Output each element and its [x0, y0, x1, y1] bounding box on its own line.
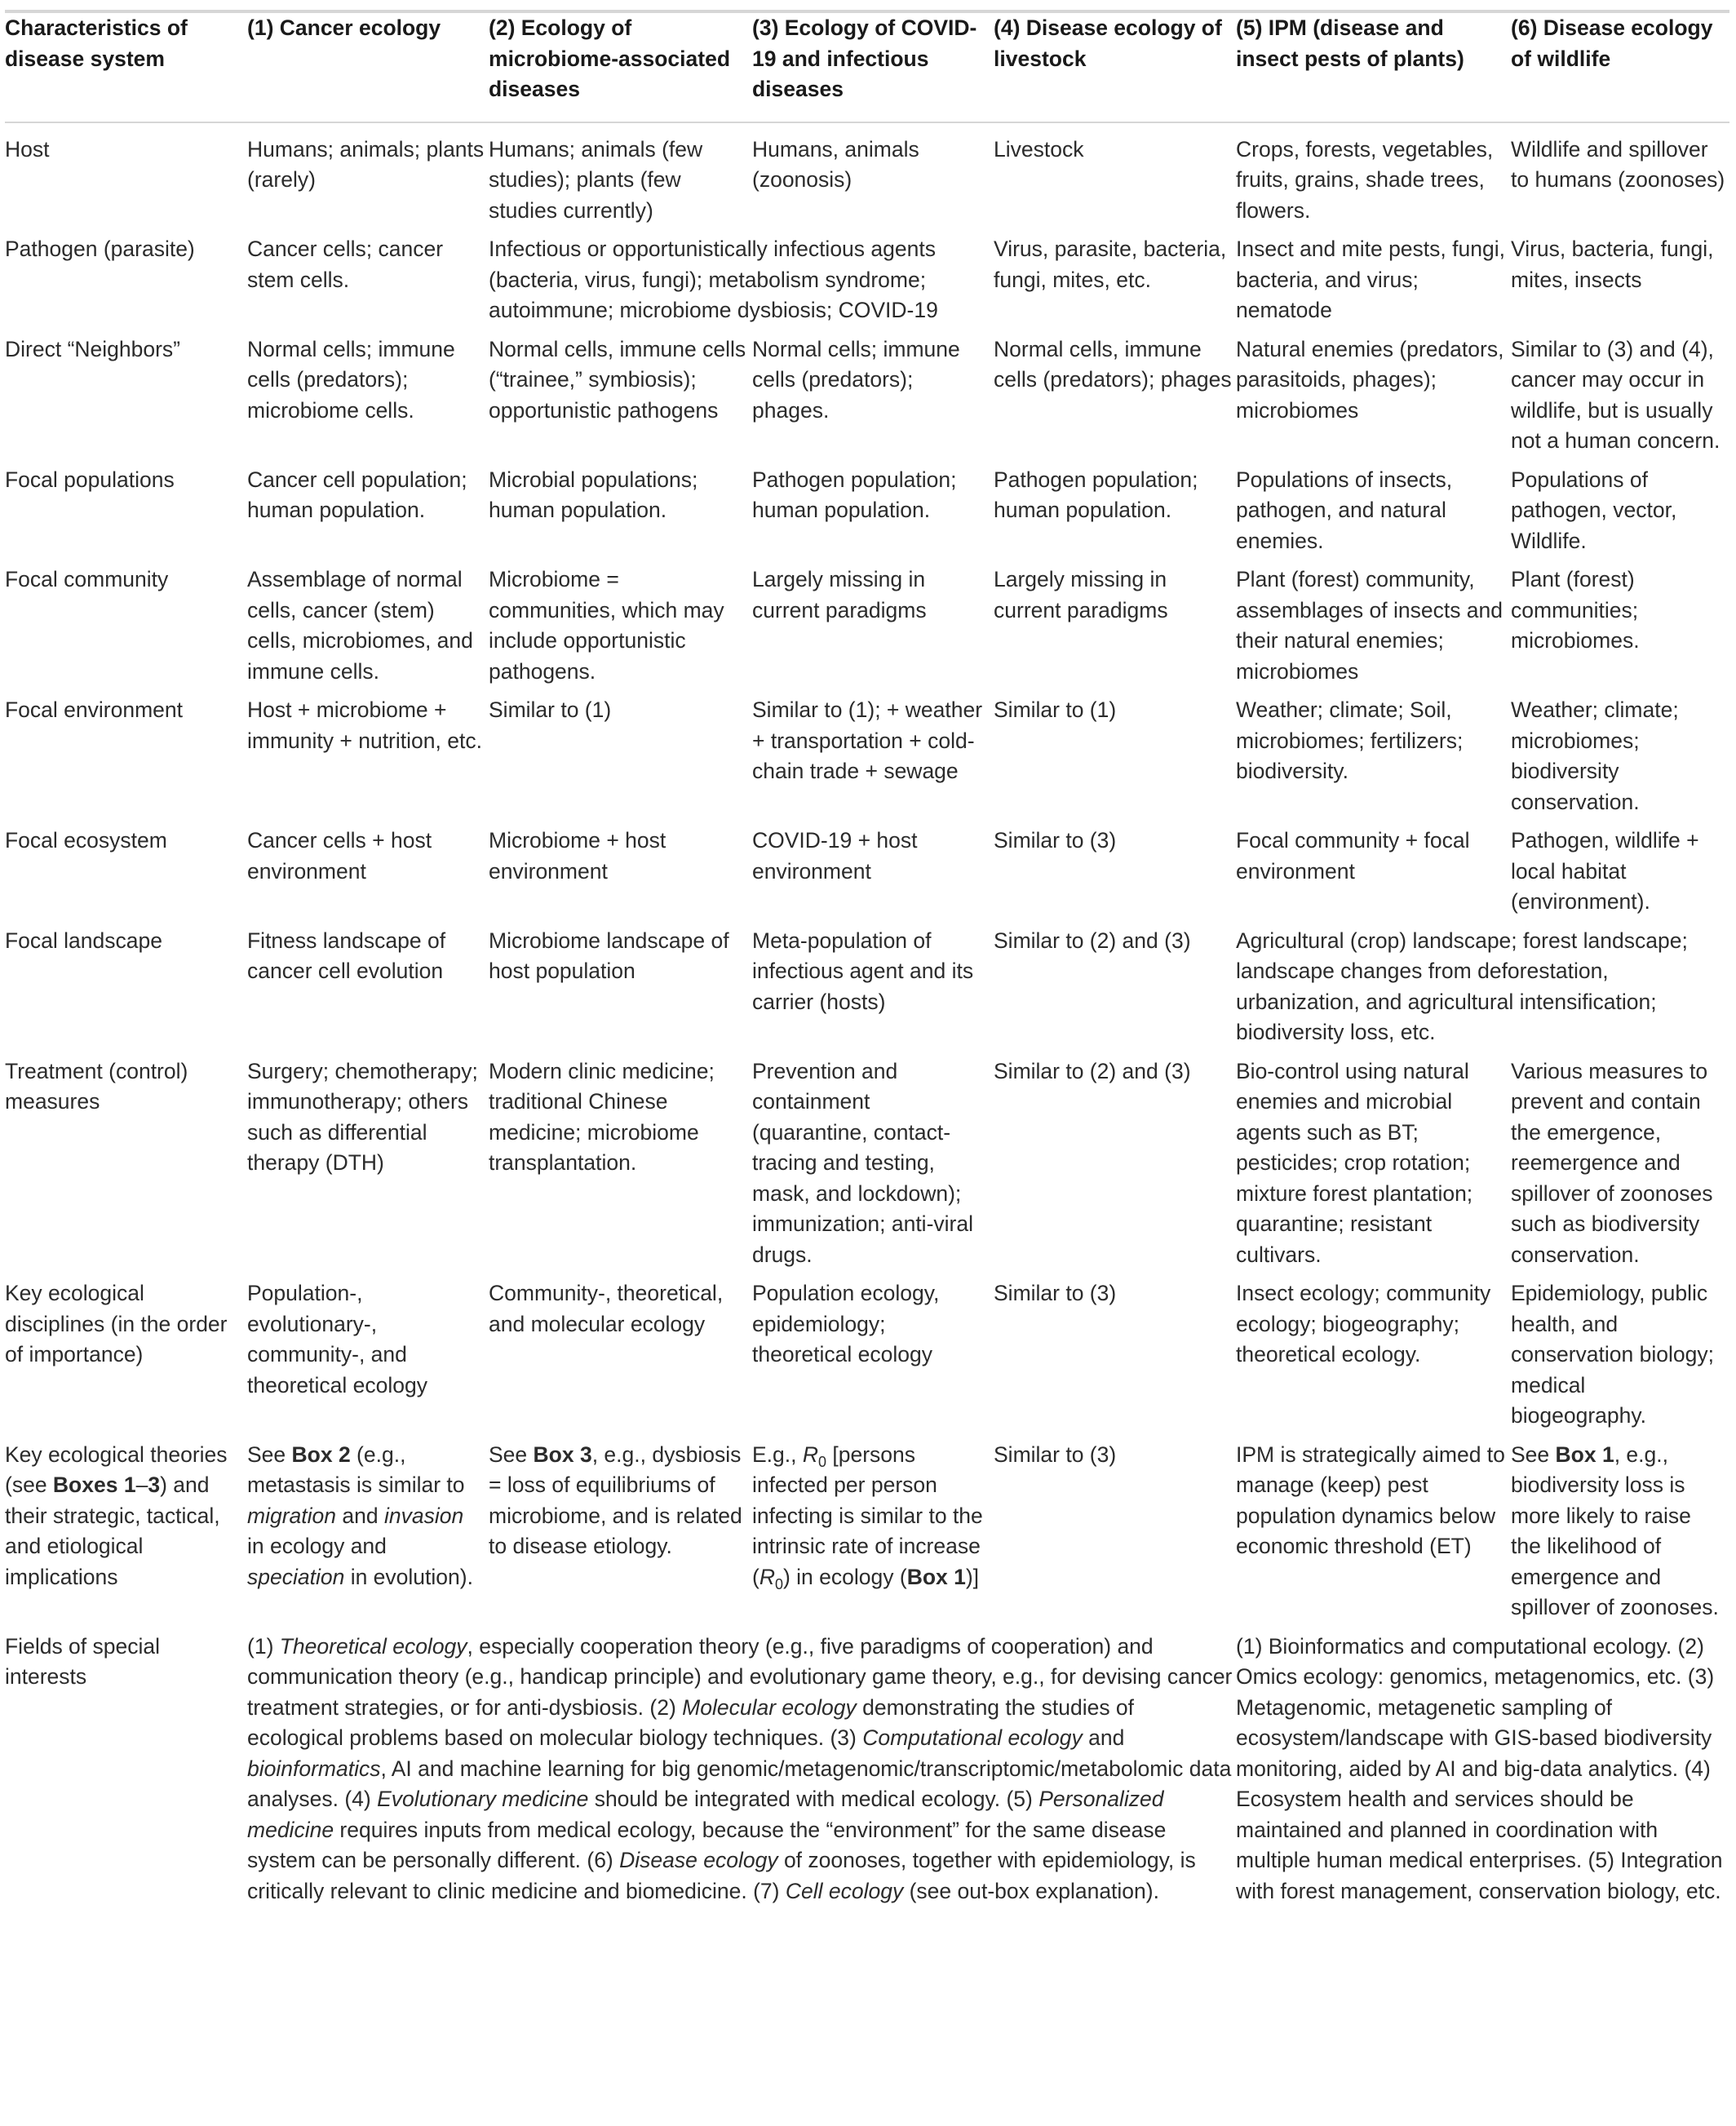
italic-term: Personalized medicine [247, 1787, 1164, 1842]
table-cell: Pathogen, wildlife + local habitat (environment). [1511, 828, 1699, 914]
text-run: demonstrating the studies of ecological problems based on molecular biology techniques. (3) [247, 1694, 1135, 1750]
box-reference[interactable]: Box 1 [1555, 1442, 1614, 1467]
table-cell: Natural enemies (predators, parasitoids, phages); microbiomes [1236, 336, 1504, 423]
table-cell [1511, 1440, 1729, 1632]
table-cell: Similar to (2) and (3) [994, 928, 1191, 953]
table-cell [489, 1440, 752, 1632]
table-cell: Various measures to prevent and contain the emergence, reemergence and spillover of zoonoses such as biodiversity conservation. [1511, 1058, 1713, 1267]
table-cell: Crops, forests, vegetables, fruits, grains, shade trees, flowers. [1236, 136, 1494, 223]
table-cell: Virus, bacteria, fungi, mites, insects [1511, 237, 1714, 292]
table-cell: Pathogen population; human population. [752, 467, 957, 522]
table-cell: Humans, animals (zoonosis) [752, 136, 919, 192]
italic-term: invasion [383, 1503, 464, 1528]
table-cell: Prevention and containment (quarantine, contact-tracing and testing, mask, and lockdown); immunization; anti-viral drugs. [752, 1058, 973, 1267]
row-label: Focal populations [5, 467, 175, 492]
box-reference[interactable]: Box 3 [533, 1442, 592, 1467]
italic-term: R [759, 1564, 775, 1589]
table-cell: Insect ecology; community ecology; biogeography; theoretical ecology. [1236, 1281, 1491, 1366]
table-cell: Surgery; chemotherapy; immunotherapy; others such as differential therapy (DTH) [247, 1058, 478, 1175]
italic-term: R [802, 1442, 819, 1467]
text-run: – [135, 1473, 148, 1497]
text-run: )] [965, 1564, 980, 1589]
table-cell: Cancer cells; cancer stem cells. [247, 237, 444, 292]
table-row [5, 826, 1729, 926]
table-row [5, 465, 1729, 565]
table-cell: IPM is strategically aimed to manage (keep) pest population dynamics below economic threshold (ET) [1236, 1442, 1505, 1558]
row-label: Focal ecosystem [5, 828, 167, 853]
text-run: in evolution). [344, 1564, 473, 1589]
table-cell: Focal community + focal environment [1236, 828, 1470, 884]
table-cell: Humans; animals (few studies); plants (few studies currently) [489, 136, 703, 223]
table-cell: Microbiome + host environment [489, 828, 666, 884]
table-cell: Bio-control using natural enemies and microbial agents such as BT; pesticides; crop rotation; mixture forest plantation; quarantine; resistant cultivars. [1236, 1058, 1473, 1267]
table-cell: Assemblage of normal cells, cancer (stem) cells, microbiomes, and immune cells. [247, 567, 473, 684]
italic-term: Disease ecology [619, 1848, 778, 1872]
text-run: and [1082, 1725, 1125, 1750]
header-characteristics: Characteristics of disease system [5, 12, 247, 122]
header-livestock: (4) Disease ecology of livestock [994, 12, 1236, 122]
table-row [5, 234, 1729, 334]
text-run: E.g., [752, 1442, 803, 1467]
box-reference[interactable]: Box 1 [906, 1564, 966, 1589]
table-cell: Virus, parasite, bacteria, fungi, mites, etc. [994, 237, 1227, 292]
subscript: 0 [818, 1453, 827, 1470]
table-cell: Cancer cells + host environment [247, 828, 432, 884]
table-cell: Normal cells; immune cells (predators); phages. [752, 336, 960, 423]
header-covid-infectious: (3) Ecology of COVID-19 and infectious diseases [752, 12, 994, 122]
table-cell: Weather; climate; microbiomes; biodiversity conservation. [1511, 698, 1679, 814]
table-cell: Largely missing in current paradigms [994, 567, 1168, 622]
table-cell: Community-, theoretical, and molecular ecology [489, 1281, 724, 1336]
header-microbiome-diseases: (2) Ecology of microbiome-associated diseases [489, 12, 752, 122]
table-cell: Pathogen population; human population. [994, 467, 1198, 522]
table-cell [752, 1440, 994, 1632]
row-label [5, 1440, 247, 1632]
table-cell: Epidemiology, public health, and conservation biology; medical biogeography. [1511, 1281, 1714, 1428]
text-run: in ecology and [247, 1534, 387, 1558]
box-reference[interactable]: 3 [148, 1473, 161, 1497]
subscript: 0 [774, 1575, 783, 1592]
row-label: Focal community [5, 567, 169, 591]
table-row [5, 1056, 1729, 1279]
box-reference[interactable]: Box 2 [291, 1442, 351, 1467]
table-cell: Population ecology, epidemiology; theoretical ecology [752, 1281, 940, 1366]
text-run: (e.g., metastasis is similar to [247, 1442, 465, 1497]
table-cell: Plant (forest) community, assemblages of insects and their natural enemies; microbiomes [1236, 567, 1504, 684]
table-cell: COVID-19 + host environment [752, 828, 918, 884]
table-cell: Normal cells, immune cells (predators); phages [994, 336, 1232, 392]
table-cell: Largely missing in current paradigms [752, 567, 927, 622]
text-run: ) and their strategic, tactical, and etiological implications [5, 1473, 220, 1589]
italic-term: Computational ecology [862, 1725, 1083, 1750]
table-cell: Similar to (3) [994, 1442, 1117, 1467]
table-cell: Insect and mite pests, fungi, bacteria, and virus; nematode [1236, 237, 1505, 322]
table-cell: Populations of pathogen, vector, Wildlife. [1511, 467, 1677, 553]
table-cell: Humans; animals; plants (rarely) [247, 136, 485, 192]
table-cell: Microbiome = communities, which may include opportunistic pathogens. [489, 567, 724, 684]
text-run: , e.g., biodiversity loss is more likely to raise the likelihood of emergence and spillover of zoonoses. [1511, 1442, 1719, 1619]
table-header [5, 11, 1729, 122]
text-run: requires inputs from medical ecology, because the “environment” for the same disease system can be personally different. (6) [247, 1817, 1167, 1872]
text-run: See [489, 1442, 534, 1467]
row-label: Focal landscape [5, 928, 162, 953]
row-label: Key ecological disciplines (in the order of importance) [5, 1281, 228, 1366]
table-row [5, 1278, 1729, 1440]
italic-term: migration [247, 1503, 336, 1528]
table-cell: Weather; climate; Soil, microbiomes; fertilizers; biodiversity. [1236, 698, 1464, 783]
table-cell [247, 1632, 1236, 1916]
table-cell: Similar to (3) [994, 1281, 1117, 1305]
table-cell: Normal cells; immune cells (predators); microbiome cells. [247, 336, 455, 423]
table-row [5, 334, 1729, 465]
row-label: Treatment (control) measures [5, 1058, 188, 1114]
table-row [5, 122, 1729, 235]
table-row [5, 1440, 1729, 1632]
table-cell: (1) Bioinformatics and computational ecology. (2) Omics ecology: genomics, metagenomics, etc. (3) Metagenomic, metagenetic sampling of ecosystem/landscape with GIS-based biodiversity monitoring, aided by AI and big-data analytics. (4) Ecosystem health and services should be maintained and planned in coordination with multiple human medical enterprises. (5) Integration with forest management, conservation biology, etc. [1236, 1633, 1723, 1903]
table-cell: Similar to (3) and (4), cancer may occur in wildlife, but is usually not a human concern. [1511, 336, 1720, 453]
text-run: Key ecological theories (see [5, 1442, 228, 1497]
row-label: Host [5, 136, 50, 162]
text-run: See [247, 1442, 292, 1467]
text-run: should be integrated with medical ecology. (5) [588, 1787, 1039, 1811]
italic-term: speciation [247, 1564, 345, 1589]
table-cell: Populations of insects, pathogen, and natural enemies. [1236, 467, 1453, 553]
table-cell: Cancer cell population; human population. [247, 467, 467, 522]
comparison-table [5, 10, 1729, 1915]
italic-term: Cell ecology [785, 1878, 904, 1903]
table-cell: Meta-population of infectious agent and its carrier (hosts) [752, 928, 974, 1014]
text-run: (1) [247, 1633, 280, 1659]
table-cell: Agricultural (crop) landscape; forest landscape; landscape changes from deforestation, urbanization, and agricultural intensification; biodiversity loss, etc. [1236, 928, 1688, 1044]
table-cell: Population-, evolutionary-, community-, and theoretical ecology [247, 1281, 427, 1397]
italic-term: bioinformatics [247, 1756, 381, 1781]
table-cell: Livestock [994, 136, 1084, 162]
header-row [5, 12, 1729, 122]
row-label: Direct “Neighbors” [5, 336, 181, 361]
table-row [5, 695, 1729, 826]
table-cell: Similar to (3) [994, 828, 1117, 853]
table-cell: Wildlife and spillover to humans (zoonoses) [1511, 136, 1725, 192]
italic-term: Molecular ecology [682, 1694, 857, 1720]
italic-term: Theoretical ecology [279, 1633, 467, 1659]
text-run: (see out-box explanation). [903, 1878, 1159, 1903]
row-label: Pathogen (parasite) [5, 237, 195, 261]
table-cell: Modern clinic medicine; traditional Chinese medicine; microbiome transplantation. [489, 1058, 715, 1175]
box-reference[interactable]: Boxes 1 [52, 1473, 136, 1497]
text-run: , AI and machine learning for big genomic/metagenomic/transcriptomic/metabolomic data analyses. (4) [247, 1756, 1232, 1811]
row-label: Focal environment [5, 698, 183, 722]
table-cell: Similar to (1) [489, 698, 612, 722]
table-row [5, 1632, 1729, 1916]
table-body [5, 122, 1729, 1916]
table-row [5, 926, 1729, 1056]
text-run: ) in ecology ( [782, 1564, 907, 1589]
row-label: Fields of special interests [5, 1633, 161, 1689]
table-cell: Similar to (1) [994, 698, 1117, 722]
text-run: See [1511, 1442, 1556, 1467]
text-run: and [336, 1503, 384, 1528]
table-cell: Similar to (2) and (3) [994, 1058, 1191, 1083]
text-run: , especially cooperation theory (e.g., five paradigms of cooperation) and communication theory (e.g., handicap principle) and evolutionary game theory, e.g., for devising cancer treatment strategies, or for anti-dysbiosis. (2) [247, 1633, 1233, 1720]
text-run: [persons infected per person infecting is similar to the intrinsic rate of increase ( [752, 1442, 983, 1589]
table-cell: Host + microbiome + immunity + nutrition, etc. [247, 698, 482, 753]
table-cell: Infectious or opportunistically infectious agents (bacteria, virus, fungi); metabolism syndrome; autoimmune; microbiome dysbiosis; COVID-19 [489, 237, 938, 322]
header-cancer-ecology: (1) Cancer ecology [247, 12, 489, 122]
header-ipm-plants: (5) IPM (disease and insect pests of plants) [1236, 12, 1511, 122]
header-wildlife: (6) Disease ecology of wildlife [1511, 12, 1729, 122]
table-cell: Similar to (1); + weather + transportation + cold-chain trade + sewage [752, 698, 983, 783]
text-run: , e.g., dysbiosis = loss of equilibriums of microbiome, and is related to disease etiology. [489, 1442, 742, 1558]
table-cell: Microbiome landscape of host population [489, 928, 729, 983]
italic-term: Evolutionary medicine [377, 1787, 589, 1811]
table-row [5, 565, 1729, 695]
text-run: of zoonoses, together with epidemiology, is critically relevant to clinic medicine and biomedicine. (7) [247, 1848, 1196, 1903]
table-cell [247, 1440, 489, 1632]
table-cell: Fitness landscape of cancer cell evolution [247, 928, 446, 983]
table-cell: Normal cells, immune cells (“trainee,” symbiosis); opportunistic pathogens [489, 336, 746, 423]
table-cell: Plant (forest) communities; microbiomes. [1511, 567, 1640, 653]
table-cell: Microbial populations; human population. [489, 467, 698, 522]
